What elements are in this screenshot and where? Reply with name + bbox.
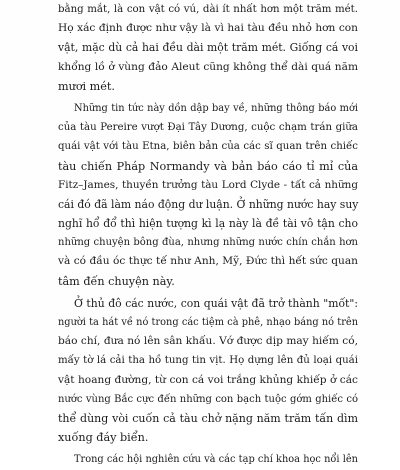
text-line: những chuyện bông đùa, nhưng những nước chín chắn hơn xyxy=(58,237,358,249)
text-line: Những tin tức này dồn dập bay về, những thông báo mới xyxy=(74,102,358,114)
paragraph-3 xyxy=(58,294,358,448)
paragraph-2 xyxy=(58,99,358,291)
text-line: tâm đến chuyện này. xyxy=(58,274,175,288)
paragraph-1 xyxy=(58,0,358,96)
text-line: Ở thủ đô các nước, con quái vật đã trở thành "mốt": xyxy=(74,296,358,310)
text-line: bằng mắt, là con vật có vú, dài ít nhất hơn một trăm mét. xyxy=(58,4,358,15)
text-line: người ta hát về nó trong các tiệm cà phê, nhạo báng nó trên xyxy=(58,317,358,328)
text-line: vật hoang đường, từ con cá voi trắng khủng khiếp ở các xyxy=(58,373,358,386)
text-column xyxy=(58,0,358,470)
text-line: quái vật với tàu Etna, biên bản của các sĩ quan trên chiếc xyxy=(58,141,358,153)
text-line: Họ xác định được như vậy là vì hai tàu đều nhỏ hơn con xyxy=(58,22,358,35)
text-line: Trong các hội nghiên cứu và các tạp chí khoa học nổi lên xyxy=(74,454,358,466)
text-line: và có đầu óc thực tế như Anh, Mỹ, Đức thì hết sức quan xyxy=(58,255,358,268)
text-line: tàu chiến Pháp Normandy và bản báo cáo tỉ mỉ của xyxy=(58,159,358,173)
text-line: xuống đáy biển. xyxy=(58,431,149,445)
text-line: nghĩ hổ đổ thì hiện tượng kì lạ này là đề tài vô tận cho xyxy=(58,217,358,231)
text-line: vật, mặc dù cả hai đều dài một trăm mét. Giống cá voi xyxy=(58,41,358,55)
paragraph-4 xyxy=(58,450,358,469)
text-line: báo chí, đưa nó lên sân khấu. Vớ được dịp may hiếm có, xyxy=(58,335,358,348)
text-line: nước vùng Bắc cực đến những con bạch tuộc gớm ghiếc có xyxy=(58,393,358,405)
text-line: mươi mét. xyxy=(58,79,115,93)
text-line: mấy tờ lá cải tha hồ tung tin vịt. Họ dựng lên đủ loại quái xyxy=(58,355,358,367)
text-line: Fitz–James, thuyền trưởng tàu Lord Clyde - tất cả những xyxy=(58,178,358,191)
text-line: của tàu Pereire vượt Đại Tây Dương, cuộc chạm trán giữa xyxy=(58,122,358,134)
text-line: thể dùng vòi cuốn cả tàu chở nặng năm trăm tấn dìm xyxy=(58,411,358,425)
text-line: khổng lồ ở vùng đảo Aleut cũng không thể dài quá năm xyxy=(58,60,358,73)
text-line: cái đó đã làm náo động dư luận. Ở những nước hay suy xyxy=(58,197,359,211)
